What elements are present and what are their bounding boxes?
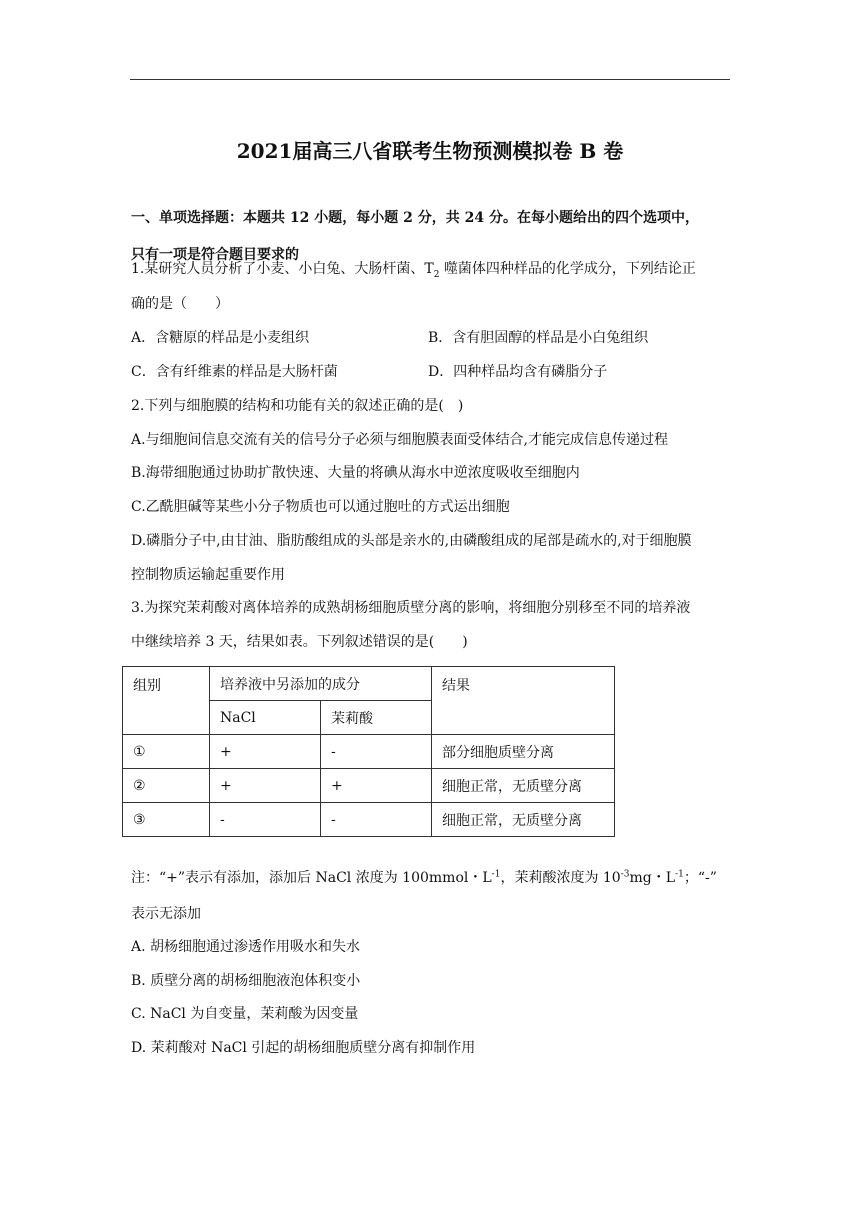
q3-option-b: B. 质壁分离的胡杨细胞液泡体积变小 [131, 973, 361, 989]
header-result: 结果 [432, 667, 615, 735]
q3-option-a: A. 胡杨细胞通过渗透作用吸水和失水 [131, 939, 361, 955]
cell-result: 细胞正常，无质壁分离 [432, 769, 615, 803]
cell-group: ③ [123, 803, 210, 837]
q1-stem-line2: 确的是（ ） [131, 296, 229, 312]
q3-stem-line2: 中继续培养 3 天，结果如表。下列叙述错误的是( ) [131, 634, 468, 650]
q1-stem: 1.某研究人员分析了小麦、小白兔、大肠杆菌、$T_2$ 噬菌体四种样品的化学成分，下列结论正 [131, 261, 696, 280]
cell-group: ① [123, 735, 210, 769]
q3-option-c: C. NaCl 为自变量，茉莉酸为因变量 [131, 1006, 359, 1022]
table-row [123, 803, 615, 837]
cell-group: ② [123, 769, 210, 803]
q2-option-b: B.海带细胞通过协助扩散快速、大量的将碘从海水中逆浓度吸收至细胞内 [131, 465, 580, 481]
cell-nacl: - [210, 803, 321, 837]
table-row [123, 735, 615, 769]
cell-jasmonic: - [321, 803, 432, 837]
cell-result: 部分细胞质壁分离 [432, 735, 615, 769]
section-heading-line2: 只有一项是符合题目要求的 [131, 247, 299, 263]
q1-option-c: C．含有纤维素的样品是大肠杆菌 [131, 364, 338, 380]
header-added-components: 培养液中另添加的成分 [210, 667, 432, 701]
results-table [122, 666, 615, 837]
cell-nacl: + [210, 769, 321, 803]
header-nacl: NaCl [210, 701, 321, 735]
table-row [123, 769, 615, 803]
cell-result: 细胞正常，无质壁分离 [432, 803, 615, 837]
q3-stem: 3.为探究茉莉酸对离体培养的成熟胡杨细胞质壁分离的影响，将细胞分别移至不同的培养液 [131, 600, 691, 616]
q3-option-d: D. 茉莉酸对 NaCl 引起的胡杨细胞质壁分离有抑制作用 [131, 1040, 476, 1056]
q2-option-c: C.乙酰胆碱等某些小分子物质也可以通过胞吐的方式运出细胞 [131, 499, 510, 515]
q1-option-a: A．含糖原的样品是小麦组织 [131, 330, 310, 346]
q2-option-d-line2: 控制物质运输起重要作用 [131, 567, 285, 583]
section-heading-line1: 一、单项选择题：本题共 12 小题，每小题 2 分，共 24 分。在每小题给出的四个选项中， [131, 210, 699, 226]
q2-option-d: D.磷脂分子中,由甘油、脂肪酸组成的头部是亲水的,由磷酸组成的尾部是疏水的,对于细胞膜 [131, 533, 692, 549]
q2-option-a: A.与细胞间信息交流有关的信号分子必须与细胞膜表面受体结合,才能完成信息传递过程 [131, 432, 669, 448]
q1-option-b: B．含有胆固醇的样品是小白兔组织 [428, 330, 649, 346]
cell-jasmonic: - [321, 735, 432, 769]
q1-option-d: D．四种样品均含有磷脂分子 [428, 364, 608, 380]
header-rule [130, 79, 730, 80]
header-group: 组别 [123, 667, 210, 735]
cell-nacl: + [210, 735, 321, 769]
q2-stem: 2.下列与细胞膜的结构和功能有关的叙述正确的是( ) [131, 398, 464, 414]
table-note-line2: 表示无添加 [131, 906, 201, 922]
cell-jasmonic: + [321, 769, 432, 803]
page-title: 2021届高三八省联考生物预测模拟卷 B 卷 [236, 139, 624, 163]
header-jasmonic-acid: 茉莉酸 [321, 701, 432, 735]
table-note: 注：“+”表示有添加，添加后 NaCl 浓度为 100mmol・$L^{-1}$，茉莉酸浓度为 $10^{-3}mg$・$L^{-1}$；“-” [131, 869, 717, 886]
